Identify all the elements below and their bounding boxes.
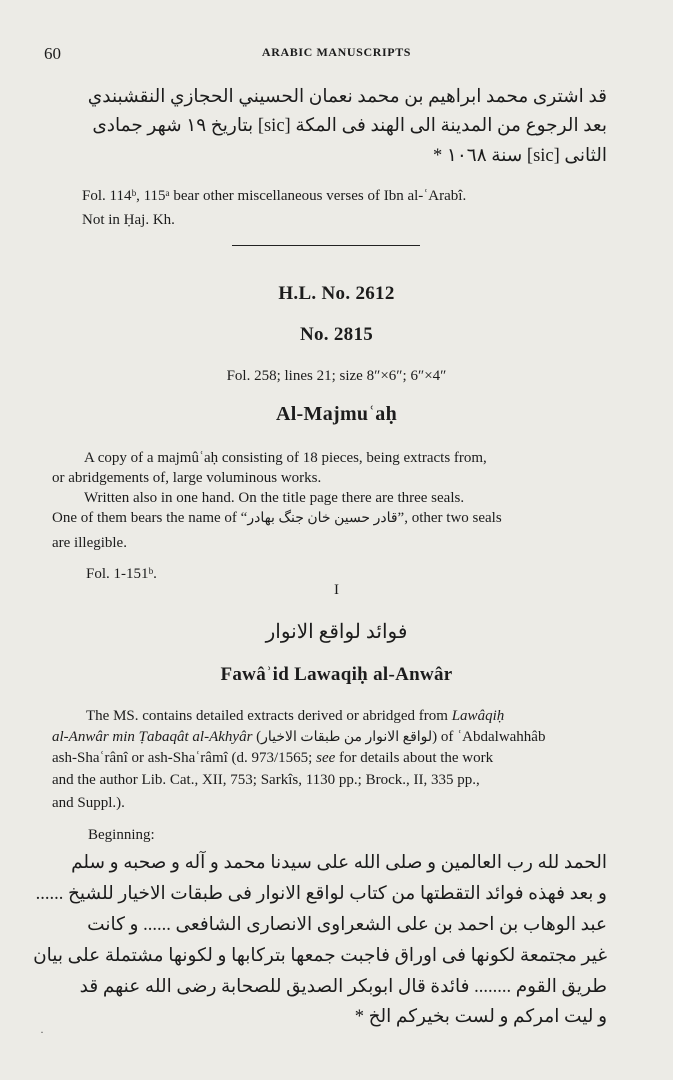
desc-line: are illegible. xyxy=(52,535,127,551)
section-desc-line: and the author Lib. Cat., XII, 753; Sarkîs, 1130 pp.; Brock., II, 335 pp., xyxy=(52,772,480,788)
section-desc-text: ash-Shaʿrânî or ash-Shaʿrâmî (d. 973/1565; xyxy=(52,750,317,766)
section-arabic-title: فوائد لواقع الانوار xyxy=(265,621,408,643)
seal-name: قادر حسين خان جنگ بهادر xyxy=(247,511,398,526)
beginning-label: Beginning: xyxy=(88,827,155,843)
section-desc-text: ) of ʿAbdalwahhâb xyxy=(432,729,546,745)
desc-line: A copy of a majmûʿaḥ consisting of 18 pieces, being extracts from, xyxy=(84,450,487,466)
section-desc-text: for details about the work xyxy=(335,750,494,766)
section-inline-arabic: لواقع الانوار من طبقات الاخيار xyxy=(261,730,433,745)
beginning-line: و بعد فهذه فوائد التقطتها من كتاب لواقع الانوار فى طبقات الاخيار للشيخ ...... xyxy=(35,884,607,904)
desc-line: Written also in one hand. On the title page there are three seals. xyxy=(84,490,465,506)
section-desc-line xyxy=(52,750,493,767)
beginning-line: عبد الوهاب بن احمد بن على الشعراوى الانصارى الشافعى ...... و كانت xyxy=(87,915,607,935)
section-divider xyxy=(232,245,420,246)
section-desc-line xyxy=(52,729,545,746)
physical-description: Fol. 258; lines 21; size 8″×6″; 6″×4″ xyxy=(226,368,447,384)
section-title: Fawâʾid Lawaqiḥ al-Anwâr xyxy=(220,664,453,685)
section-desc-line xyxy=(86,708,504,725)
hl-number: H.L. No. 2612 xyxy=(278,283,395,304)
folio-range: Fol. 1-151ᵇ. xyxy=(86,566,157,582)
section-desc-italic: al-Anwâr min Ṭabaqât al-Akhyâr xyxy=(52,729,253,745)
beginning-line: غير مجتمعة لكونها فى اوراق فاجبت جمعها بتركابها و لكونها مشتملة على بيان xyxy=(33,946,607,966)
section-numeral: I xyxy=(334,582,339,598)
section-desc-italic: see xyxy=(316,750,336,766)
beginning-line: الحمد لله رب العالمين و صلى الله على سيدنا محمد و آله و صحبه و سلم xyxy=(71,853,607,873)
entry-title: Al-Majmuʿaḥ xyxy=(275,403,398,425)
colophon-line: الثانى [sic] سنة ١٠٦٨ * xyxy=(433,146,607,166)
entry-number: No. 2815 xyxy=(299,324,374,345)
desc-line xyxy=(52,510,502,527)
colophon-line: قد اشترى محمد ابراهيم بن محمد نعمان الحسيني الحجازي النقشبندي xyxy=(87,87,607,107)
desc-line: or abridgements of, large voluminous works. xyxy=(52,470,322,486)
section-desc-line: and Suppl.). xyxy=(52,795,125,811)
page-number: 60 xyxy=(44,44,61,63)
desc-line-text: ”, other two seals xyxy=(397,510,502,526)
note-line: Not in Ḥaj. Kh. xyxy=(82,212,175,228)
beginning-line: و ليت امركم و لست بخيركم الخ * xyxy=(354,1007,607,1027)
margin-mark: · xyxy=(40,1025,44,1039)
beginning-line: طريق القوم ........ فائدة قال ابوبكر الصديق للصحابة رضى الله عنهم قد xyxy=(79,977,607,997)
desc-line-text: One of them bears the name of “ xyxy=(52,510,248,526)
colophon-line: بعد الرجوع من المدينة الى الهند فى المكة [sic] بتاريخ ١٩ شهر جمادى xyxy=(92,116,607,136)
note-line: Fol. 114ᵇ, 115ᵃ bear other miscellaneous verses of Ibn al-ʿArabî. xyxy=(82,188,467,204)
section-desc-italic: Lawâqiḥ xyxy=(451,708,505,724)
section-desc-text: ( xyxy=(252,729,262,745)
running-title: ARABIC MANUSCRIPTS xyxy=(261,45,412,59)
section-desc-text: The MS. contains detailed extracts derived or abridged from xyxy=(86,708,452,724)
